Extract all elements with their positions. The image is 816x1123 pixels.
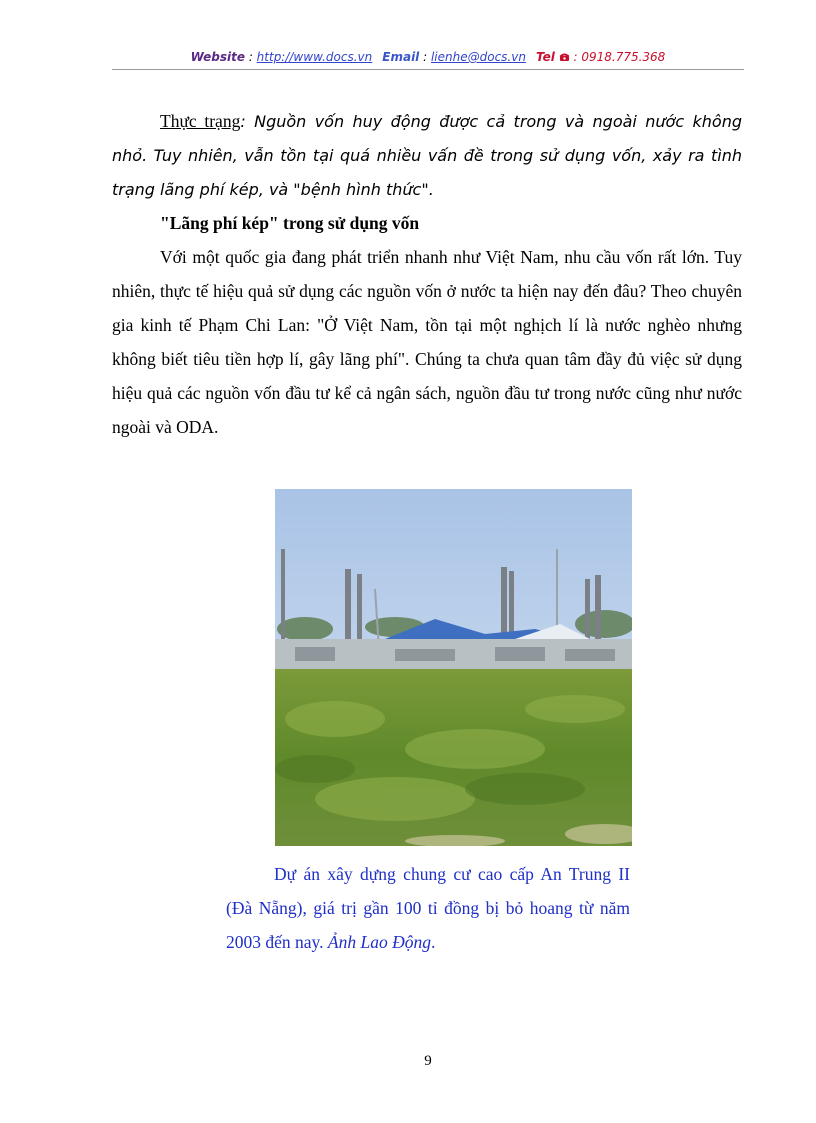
email-separator: : <box>419 50 431 64</box>
photo-credit: Ảnh Lao Động <box>327 932 431 952</box>
paragraph-current-situation-text: : Nguồn vốn huy động được cả trong và ngoài nước không nhỏ. Tuy nhiên, vẫn tồn tại quá nhiều vấn đề trong sử dụng vốn, xảy ra tình trạng lãng phí kép, và "bệnh hình thức". <box>112 112 743 199</box>
phone-icon <box>559 50 570 64</box>
paragraph-capital-usage: Với một quốc gia đang phát triển nhanh như Việt Nam, nhu cầu vốn rất lớn. Tuy nhiên, thực tế hiệu quả sử dụng các nguồn vốn ở nước ta hiện nay đến đâu? Theo chuyên gia kinh tế Phạm Chi Lan: "Ở Việt Nam, tồn tại một nghịch lí là nước nghèo nhưng không biết tiêu tiền hợp lí, gây lãng phí". Chúng ta chưa quan tâm đầy đủ việc sử dụng hiệu quả các nguồn vốn đầu tư kể cả ngân sách, nguồn đầu tư trong nước cũng như nước ngoài và ODA. <box>112 247 742 437</box>
page-number: 9 <box>424 1053 432 1069</box>
page-header <box>112 50 744 70</box>
website-label: Website <box>190 50 245 64</box>
photo-caption-text: Dự án xây dựng chung cư cao cấp An Trung II (Đà Nẵng), giá trị gần 100 tỉ đồng bị bỏ hoang từ năm 2003 đến nay. <box>226 864 630 952</box>
header-rule <box>112 69 744 70</box>
construction-site-photo <box>275 489 632 846</box>
tel-label: Tel <box>535 50 555 64</box>
website-link[interactable]: http://www.docs.vn <box>256 50 373 64</box>
email-label: Email <box>382 50 420 64</box>
paragraph-current-situation <box>112 104 742 207</box>
website-separator: : <box>245 50 257 64</box>
section-heading: "Lãng phí kép" trong sử dụng vốn <box>160 213 420 233</box>
phone-number: 0918.775.368 <box>581 50 666 64</box>
photo-caption <box>226 857 630 959</box>
tel-separator: : <box>569 50 582 64</box>
paragraph-lead-term: Thực trạng <box>160 111 241 131</box>
email-link[interactable]: lienhe@docs.vn <box>430 50 526 64</box>
photo-caption-end: . <box>430 932 436 952</box>
